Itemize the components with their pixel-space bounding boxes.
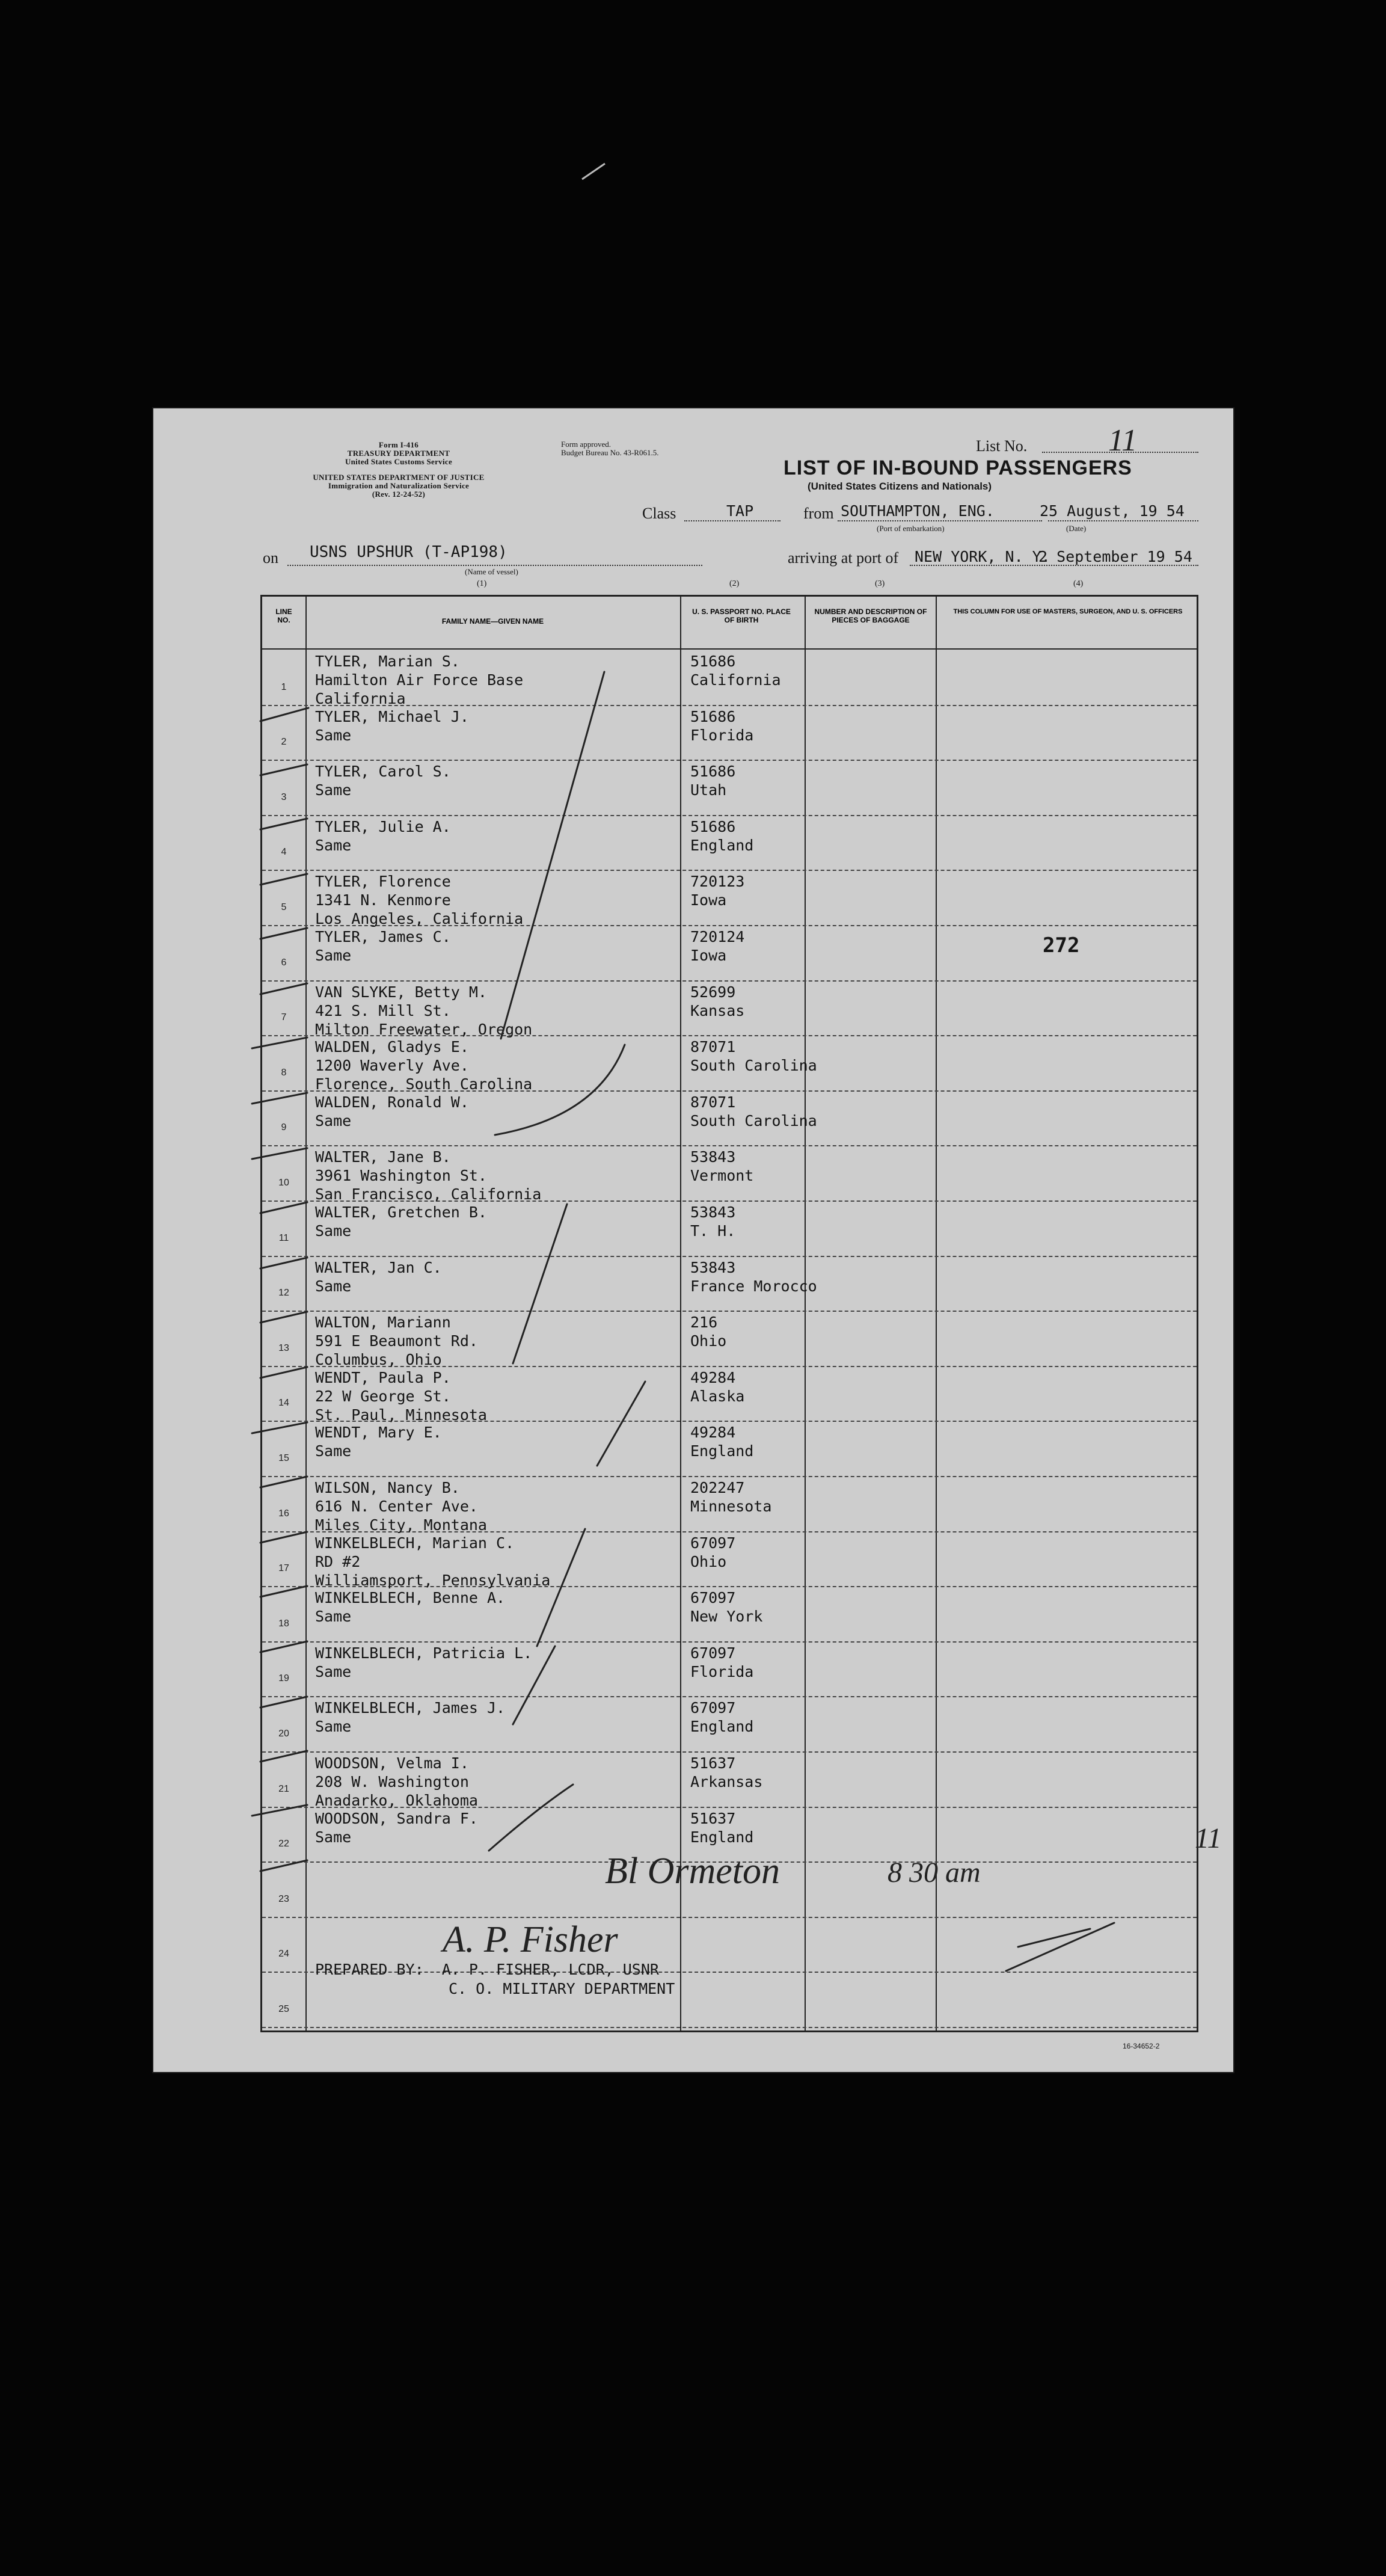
passenger-name-entry: WINKELBLECH, James J. Same xyxy=(315,1699,506,1736)
passport-birthplace-entry: 53843 France Morocco xyxy=(690,1258,817,1295)
footer-code: 16-34652-2 xyxy=(1123,2042,1160,2050)
passenger-name-entry: WINKELBLECH, Benne A. Same xyxy=(315,1589,506,1626)
passport-birthplace-entry: 51686 California xyxy=(690,653,781,689)
col-header-passport: U. S. PASSPORT NO. PLACE OF BIRTH xyxy=(692,607,791,624)
handwritten-check-marks xyxy=(152,407,1234,2073)
time-note: 8 30 am xyxy=(888,1857,981,1889)
passenger-name-entry: WOODSON, Sandra F. Same xyxy=(315,1809,478,1846)
prepared-by-dept: C. O. MILITARY DEPARTMENT xyxy=(449,1980,675,1997)
passport-birthplace-entry: 53843 Vermont xyxy=(690,1148,754,1185)
line-number: 13 xyxy=(278,1342,289,1353)
passenger-name-entry: WALTER, Gretchen B. Same xyxy=(315,1203,487,1240)
passport-birthplace-entry: 51686 Utah xyxy=(690,763,736,799)
line-number: 21 xyxy=(278,1783,289,1794)
port-embark-note: (Port of embarkation) xyxy=(877,524,945,533)
col-number-1: (1) xyxy=(477,579,487,588)
col-header-line: LINE NO. xyxy=(275,607,292,624)
passport-birthplace-entry: 51637 England xyxy=(690,1809,754,1846)
passport-birthplace-entry: 49284 Alaska xyxy=(690,1368,745,1405)
passenger-name-entry: WILSON, Nancy B. 616 N. Center Ave. Miles City, Montana xyxy=(315,1479,487,1534)
line-number: 18 xyxy=(278,1618,289,1629)
line-number: 24 xyxy=(278,1949,289,1960)
passport-birthplace-entry: 67097 England xyxy=(690,1699,754,1736)
passport-birthplace-entry: 52699 Kansas xyxy=(690,983,745,1019)
class-label: Class xyxy=(642,505,676,522)
col-number-4: (4) xyxy=(1073,579,1084,588)
line-number: 5 xyxy=(281,902,287,912)
passenger-manifest-page xyxy=(152,407,1234,2073)
col-number-3: (3) xyxy=(875,579,885,588)
passport-birthplace-entry: 51686 England xyxy=(690,817,754,854)
treasury-dept: TREASURY DEPARTMENT xyxy=(347,449,450,458)
form-number: Form I-416 xyxy=(378,440,419,449)
line-number: 11 xyxy=(278,1232,289,1243)
col-number-2: (2) xyxy=(729,579,740,588)
passenger-name-entry: WALTER, Jane B. 3961 Washington St. San Francisco, California xyxy=(315,1148,542,1203)
passport-birthplace-entry: 51637 Arkansas xyxy=(690,1754,763,1791)
date-note: (Date) xyxy=(1066,524,1087,533)
passenger-name-entry: TYLER, Julie A. Same xyxy=(315,817,451,854)
passenger-name-entry: WINKELBLECH, Patricia L. Same xyxy=(315,1644,533,1680)
line-number: 14 xyxy=(278,1398,289,1409)
line-number: 20 xyxy=(278,1729,289,1739)
line-number: 17 xyxy=(278,1563,289,1574)
vessel-name: USNS UPSHUR (T-AP198) xyxy=(310,543,507,561)
prepared-by-line: PREPARED BY: A. P. FISHER, LCDR, USNR xyxy=(315,1961,659,1978)
page-subtitle: (United States Citizens and Nationals) xyxy=(808,481,992,492)
form-approved: Form approved. xyxy=(561,440,612,449)
passport-birthplace-entry: 51686 Florida xyxy=(690,707,754,744)
line-number: 10 xyxy=(278,1178,289,1188)
line-number: 1 xyxy=(281,681,287,692)
passport-birthplace-entry: 720123 Iowa xyxy=(690,873,745,909)
passenger-name-entry: TYLER, Carol S. Same xyxy=(315,763,451,799)
passport-birthplace-entry: 720124 Iowa xyxy=(690,928,745,964)
customs-service: United States Customs Service xyxy=(345,457,453,466)
passport-birthplace-entry: 67097 Ohio xyxy=(690,1534,736,1570)
passenger-name-entry: WALTON, Mariann 591 E Beaumont Rd. Columbus, Ohio xyxy=(315,1314,478,1369)
col-header-officers: THIS COLUMN FOR USE OF MASTERS, SURGEON, AND U. S. OFFICERS xyxy=(953,608,1183,615)
line-number: 9 xyxy=(281,1122,287,1133)
passenger-name-entry: WINKELBLECH, Marian C. RD #2 Williamsport, Pennsylvania xyxy=(315,1534,551,1589)
passport-birthplace-entry: 216 Ohio xyxy=(690,1314,727,1350)
ins-service: Immigration and Naturalization Service xyxy=(328,481,470,490)
passenger-name-entry: WALDEN, Gladys E. 1200 Waverly Ave. Florence, South Carolina xyxy=(315,1038,533,1093)
passenger-name-entry: TYLER, Marian S. Hamilton Air Force Base California xyxy=(315,653,524,707)
passenger-name-entry: TYLER, Michael J. Same xyxy=(315,707,469,744)
arriving-label: arriving at port of xyxy=(788,549,899,567)
passport-birthplace-entry: 53843 T. H. xyxy=(690,1203,736,1240)
page-title: LIST OF IN-BOUND PASSENGERS xyxy=(783,456,1132,479)
passenger-name-entry: WENDT, Mary E. Same xyxy=(315,1424,442,1460)
passport-birthplace-entry: 87071 South Carolina xyxy=(690,1038,817,1075)
passenger-name-entry: WALDEN, Ronald W. Same xyxy=(315,1093,469,1130)
passenger-name-entry: WENDT, Paula P. 22 W George St. St. Paul, Minnesota xyxy=(315,1368,487,1424)
date-value: 25 August, 19 54 xyxy=(1040,502,1185,520)
from-label: from xyxy=(803,505,834,522)
passport-birthplace-entry: 87071 South Carolina xyxy=(690,1093,817,1130)
passenger-name-entry: WALTER, Jan C. Same xyxy=(315,1258,442,1295)
from-value: SOUTHAMPTON, ENG. xyxy=(841,502,995,520)
line-number: 4 xyxy=(281,847,287,858)
passport-birthplace-entry: 67097 Florida xyxy=(690,1644,754,1680)
passenger-name-entry: WOODSON, Velma I. 208 W. Washington Anadarko, Oklahoma xyxy=(315,1754,478,1809)
line-number: 3 xyxy=(281,792,287,802)
justice-dept: UNITED STATES DEPARTMENT OF JUSTICE xyxy=(313,473,485,482)
passenger-name-entry: TYLER, Florence 1341 N. Kenmore Los Angeles, California xyxy=(315,873,524,928)
line-number: 7 xyxy=(281,1012,287,1023)
preparer-signature: A. P. Fisher xyxy=(443,1919,618,1960)
line-number: 22 xyxy=(278,1839,289,1849)
arrival-date: 2 September 19 54 xyxy=(1038,548,1192,565)
margin-mark: 11 xyxy=(1195,1822,1222,1854)
arrival-port: NEW YORK, N. Y. xyxy=(915,548,1050,565)
budget-bureau: Budget Bureau No. 43-R061.5. xyxy=(561,448,659,457)
line-number: 12 xyxy=(278,1288,289,1299)
list-no-value: 11 xyxy=(1108,423,1138,458)
line-number: 6 xyxy=(281,957,287,968)
passport-birthplace-entry: 202247 Minnesota xyxy=(690,1479,772,1515)
passenger-name-entry: TYLER, James C. Same xyxy=(315,928,451,964)
official-signature: Bl Ormeton xyxy=(605,1851,780,1892)
line-number: 25 xyxy=(278,2004,289,2014)
col-header-name: FAMILY NAME—GIVEN NAME xyxy=(441,617,544,626)
list-no-label: List No. xyxy=(976,437,1028,455)
line-number: 2 xyxy=(281,737,287,748)
line-number: 15 xyxy=(278,1453,289,1463)
passport-birthplace-entry: 49284 England xyxy=(690,1424,754,1460)
officer-note: 272 xyxy=(1043,933,1080,958)
on-label: on xyxy=(263,549,278,567)
vessel-note: (Name of vessel) xyxy=(465,567,518,576)
line-number: 16 xyxy=(278,1508,289,1519)
passenger-name-entry: VAN SLYKE, Betty M. 421 S. Mill St. Milton Freewater, Oregon xyxy=(315,983,533,1038)
line-number: 19 xyxy=(278,1673,289,1684)
line-number: 8 xyxy=(281,1067,287,1078)
revision-date: (Rev. 12-24-52) xyxy=(372,490,426,499)
passport-birthplace-entry: 67097 New York xyxy=(690,1589,763,1626)
class-value: TAP xyxy=(726,502,754,520)
col-header-baggage: NUMBER AND DESCRIPTION OF PIECES OF BAGGAGE xyxy=(814,607,927,624)
line-number: 23 xyxy=(278,1893,289,1904)
